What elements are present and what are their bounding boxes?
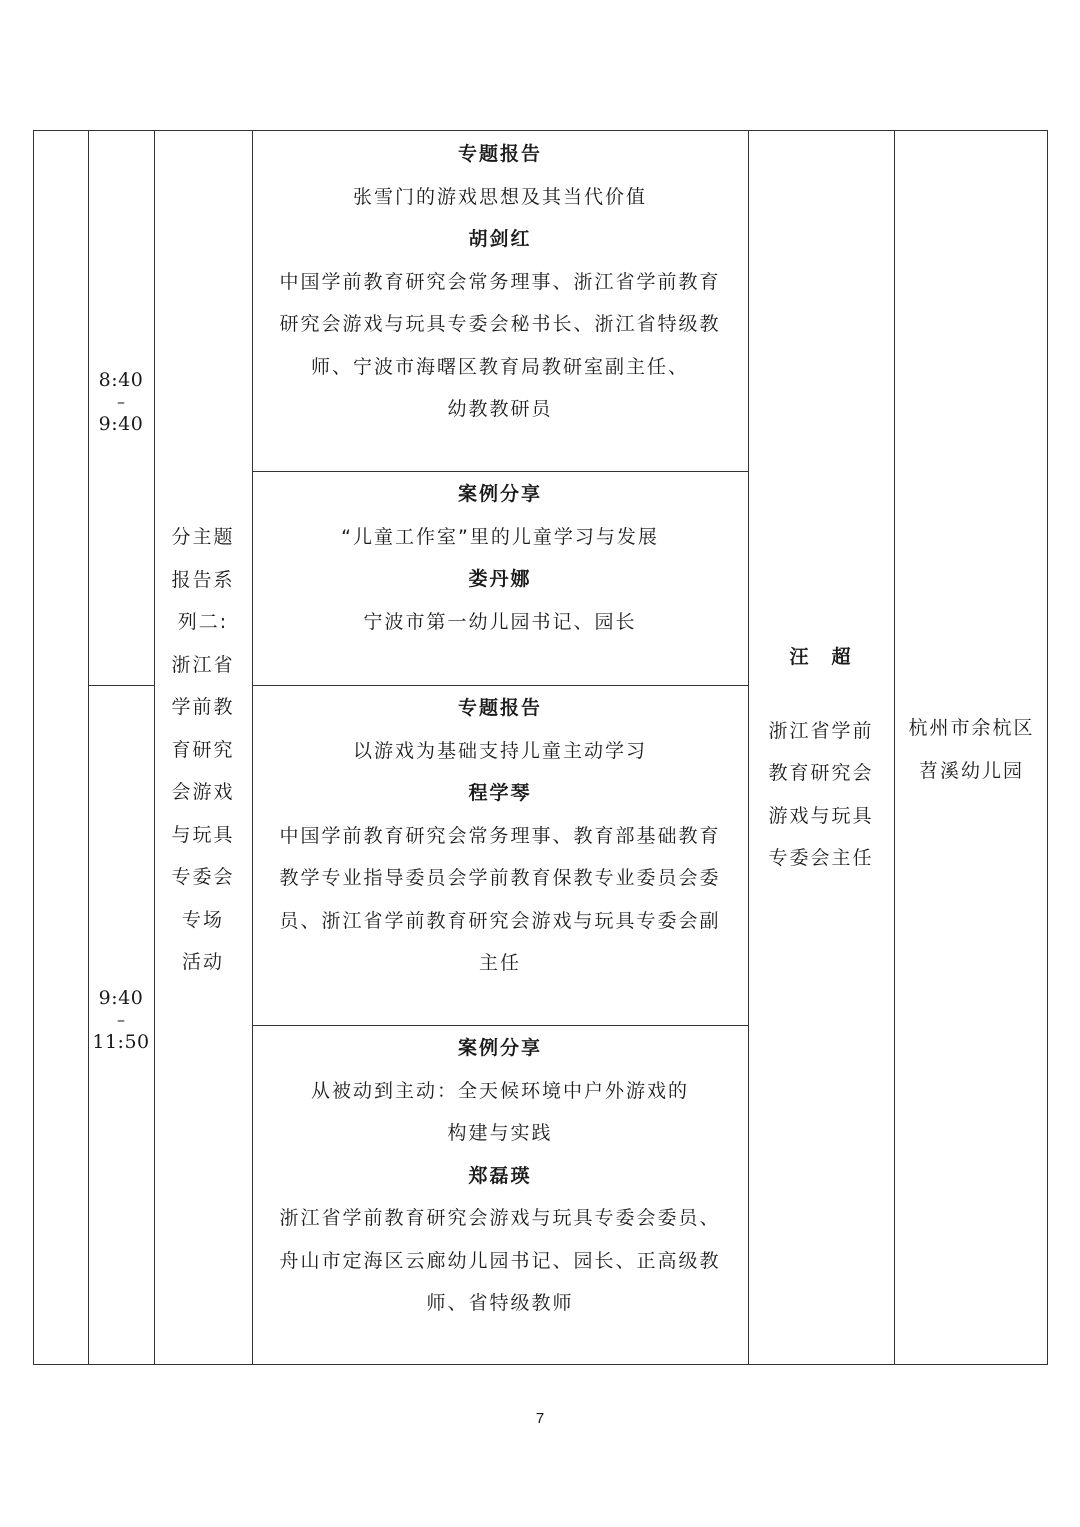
speaker-desc: 员、浙江省学前教育研究会游戏与玩具专委会副 (279, 909, 721, 932)
time-end: 9:40 (98, 413, 144, 435)
venue-line: 苕溪幼儿园 (918, 759, 1024, 782)
subtopic-line: 分主题 (171, 526, 235, 548)
session-title: 从被动到主动：全天候环境中户外游戏的 (310, 1079, 689, 1102)
subtopic-line: 会游戏 (171, 781, 235, 803)
speaker-desc: 中国学前教育研究会常务理事、浙江省学前教育 (279, 270, 721, 293)
session-type: 案例分享 (457, 483, 542, 505)
speaker-desc: 浙江省学前教育研究会游戏与玩具专委会委员、 (279, 1207, 721, 1229)
page-number: 7 (535, 1410, 545, 1427)
session-speaker: 胡剑红 (468, 228, 532, 250)
row-divider (252, 1025, 748, 1026)
time-separator: – (117, 392, 125, 411)
time-slot-1 (88, 366, 154, 438)
venue-cell (894, 707, 1049, 792)
schedule-table (33, 130, 1048, 1365)
subtopic-cell (154, 516, 252, 984)
subtopic-line: 专场 (181, 908, 224, 931)
speaker-desc: 中国学前教育研究会常务理事、教育部基础教育 (279, 824, 721, 847)
time-end: 11:50 (92, 1031, 150, 1053)
row-divider (252, 685, 748, 686)
subtopic-line: 专委会 (171, 866, 235, 888)
session-1 (252, 133, 748, 431)
speaker-desc: 宁波市第一幼儿园书记、园长 (363, 610, 637, 633)
speaker-desc: 主任 (478, 952, 521, 974)
session-speaker: 程学琴 (468, 782, 532, 804)
host-title-line: 专委会主任 (768, 847, 874, 869)
session-speaker: 郑磊瑛 (468, 1164, 532, 1187)
subtopic-line: 育研究 (171, 738, 235, 761)
time-start: 8:40 (98, 369, 144, 391)
subtopic-line: 与玩具 (171, 823, 235, 846)
time-start: 9:40 (98, 987, 144, 1009)
subtopic-line: 列二: (177, 611, 229, 633)
column-divider (88, 131, 89, 1364)
subtopic-line: 浙江省 (171, 653, 235, 676)
session-title: 张雪门的游戏思想及其当代价值 (352, 185, 647, 208)
host-title-line: 教育研究会 (768, 762, 874, 784)
session-2 (252, 473, 748, 643)
session-4 (252, 1027, 748, 1325)
speaker-desc: 师、省特级教师 (426, 1292, 574, 1314)
subtopic-line: 学前教 (171, 696, 235, 718)
session-type: 专题报告 (457, 143, 542, 165)
time-separator: – (117, 1010, 125, 1029)
speaker-desc: 舟山市定海区云廊幼儿园书记、园长、正高级教 (279, 1249, 721, 1272)
venue-line: 杭州市余杭区 (908, 717, 1035, 739)
row-divider (88, 685, 154, 686)
session-type: 专题报告 (457, 697, 542, 719)
session-title: 构建与实践 (447, 1122, 553, 1144)
host-name: 汪 超 (789, 646, 853, 668)
speaker-desc: 师、宁波市海曙区教育局教研室副主任、 (310, 355, 689, 378)
speaker-desc: 研究会游戏与玩具专委会秘书长、浙江省特级教 (279, 313, 721, 335)
session-title: “儿童工作室”里的儿童学习与发展 (341, 525, 659, 548)
host-title-line: 游戏与玩具 (768, 804, 874, 827)
row-divider (252, 471, 748, 472)
subtopic-line: 活动 (181, 951, 224, 973)
host-cell (748, 636, 894, 880)
session-type: 案例分享 (457, 1037, 542, 1059)
session-title: 以游戏为基础支持儿童主动学习 (352, 739, 647, 762)
speaker-desc: 教学专业指导委员会学前教育保教专业委员会委 (279, 867, 721, 889)
time-slot-2 (88, 984, 154, 1056)
speaker-desc: 幼教教研员 (447, 398, 553, 420)
session-speaker: 娄丹娜 (468, 568, 532, 590)
session-3 (252, 687, 748, 985)
host-title-line: 浙江省学前 (768, 719, 874, 742)
subtopic-line: 报告系 (171, 568, 235, 591)
